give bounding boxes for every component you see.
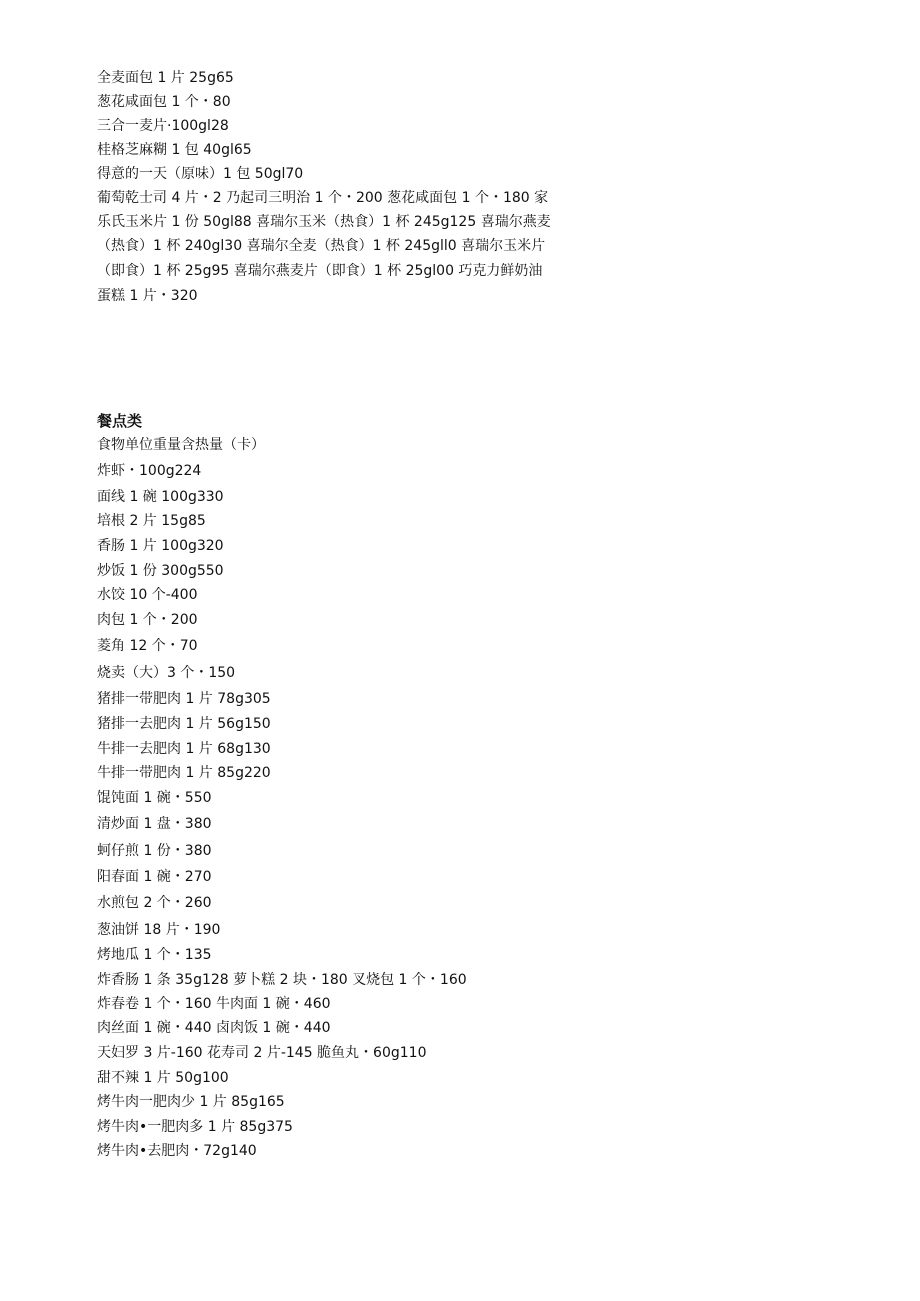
food-item: 菱角 12 个・70 <box>97 638 198 654</box>
column-header: 食物单位重量含热量（卡） <box>97 437 265 453</box>
food-item: 炸虾・100g224 <box>97 463 202 479</box>
food-item: 阳春面 1 碗・270 <box>97 869 212 885</box>
food-item: 牛排一带肥肉 1 片 85g220 <box>97 765 271 781</box>
food-item: 烤牛肉•一肥肉多 1 片 85g375 <box>97 1119 293 1135</box>
text-line: 乐氏玉米片 1 份 50gl88 喜瑞尔玉米（热食）1 杯 245g125 喜瑞尔燕麦 <box>97 214 551 230</box>
food-item: 烤地瓜 1 个・135 <box>97 947 212 963</box>
text-line: 三合一麦片·100gl28 <box>97 118 229 134</box>
food-item: 肉包 1 个・200 <box>97 612 198 628</box>
food-item: 猪排一去肥肉 1 片 56g150 <box>97 716 271 732</box>
food-item: 炒饭 1 份 300g550 <box>97 563 224 579</box>
food-item: 炸香肠 1 条 35g128 萝卜糕 2 块・180 叉烧包 1 个・160 <box>97 972 467 988</box>
food-item: 水饺 10 个-400 <box>97 587 198 603</box>
food-item: 清炒面 1 盘・380 <box>97 816 212 832</box>
food-item: 葱油饼 18 片・190 <box>97 922 221 938</box>
food-item: 猪排一带肥肉 1 片 78g305 <box>97 691 271 707</box>
text-line: 葡萄乾士司 4 片・2 乃起司三明治 1 个・200 葱花咸面包 1 个・180 家 <box>97 190 549 206</box>
food-item: 天妇罗 3 片-160 花寿司 2 片-145 脆鱼丸・60g110 <box>97 1045 427 1061</box>
food-item: 蚵仔煎 1 份・380 <box>97 843 212 859</box>
text-line: 蛋糕 1 片・320 <box>97 288 198 304</box>
food-item: 甜不辣 1 片 50g100 <box>97 1070 229 1086</box>
text-line: （即食）1 杯 25g95 喜瑞尔燕麦片（即食）1 杯 25gl00 巧克力鲜奶油 <box>97 263 543 279</box>
food-item: 烤牛肉•去肥肉・72g140 <box>97 1143 257 1159</box>
text-line: 葱花咸面包 1 个・80 <box>97 94 231 110</box>
food-item: 香肠 1 片 100g320 <box>97 538 224 554</box>
food-item: 培根 2 片 15g85 <box>97 513 206 529</box>
food-item: 馄饨面 1 碗・550 <box>97 790 212 806</box>
food-item: 水煎包 2 个・260 <box>97 895 212 911</box>
text-line: 桂格芝麻糊 1 包 40gl65 <box>97 142 252 158</box>
food-item: 肉丝面 1 碗・440 卤肉饭 1 碗・440 <box>97 1020 331 1036</box>
food-item: 烧卖（大）3 个・150 <box>97 665 236 681</box>
text-line: 得意的一天（原味）1 包 50gl70 <box>97 166 304 182</box>
food-item: 炸春卷 1 个・160 牛肉面 1 碗・460 <box>97 996 331 1012</box>
section-heading: 餐点类 <box>97 412 143 430</box>
text-line: 全麦面包 1 片 25g65 <box>97 70 234 86</box>
food-item: 烤牛肉一肥肉少 1 片 85g165 <box>97 1094 285 1110</box>
food-item: 面线 1 碗 100g330 <box>97 489 224 505</box>
food-item: 牛排一去肥肉 1 片 68g130 <box>97 741 271 757</box>
text-line: （热食）1 杯 240gl30 喜瑞尔全麦（热食）1 杯 245gll0 喜瑞尔玉米片 <box>97 238 546 254</box>
